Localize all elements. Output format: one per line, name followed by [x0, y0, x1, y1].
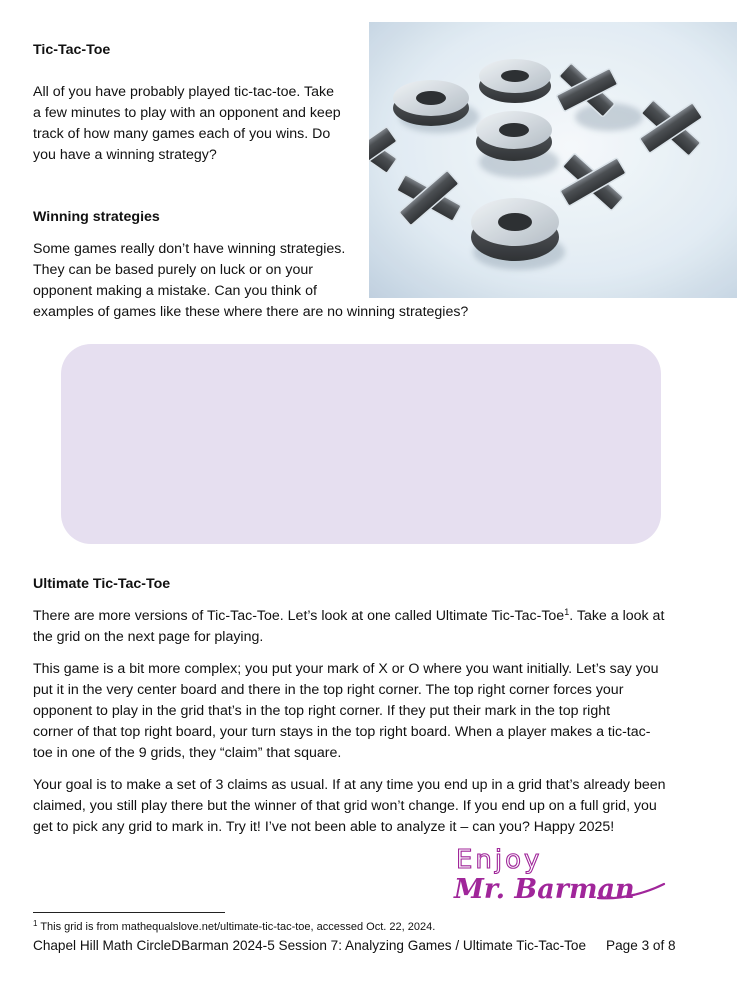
- text-line: opponent making a mistake. Can you think of: [33, 283, 317, 299]
- footnote-divider: [33, 912, 225, 913]
- page-number: Page 3 of 8: [606, 938, 676, 953]
- text-line: examples of games like these where there are no winning strategies?: [33, 304, 469, 320]
- signature-line-2: Mr. Barman: [454, 874, 635, 905]
- text-line: claimed, you still play there but the winner of that grid won’t change. If you end up on a full grid, you: [33, 798, 657, 814]
- footnote: [33, 920, 435, 935]
- text-span: . Take a look at: [569, 608, 665, 624]
- ultimate-paragraph-2: [33, 659, 659, 764]
- text-line: a few minutes to play with an opponent and keep: [33, 105, 341, 121]
- footer-title: Chapel Hill Math CircleDBarman 2024-5 Session 7: Analyzing Games / Ultimate Tic-Tac-Toe: [33, 938, 587, 953]
- strategies-paragraph: [33, 239, 468, 323]
- answer-box[interactable]: [61, 344, 661, 544]
- text-line: They can be based purely on luck or on your: [33, 262, 313, 278]
- handwritten-signature: [448, 842, 678, 910]
- page-footer: [33, 936, 676, 956]
- footnote-number: 1: [33, 919, 38, 928]
- text-line: toe in one of the 9 grids, they “claim” that square.: [33, 745, 342, 761]
- text-line: Some games really don’t have winning strategies.: [33, 241, 346, 257]
- section-heading-tic-tac-toe: Tic-Tac-Toe: [33, 42, 111, 58]
- ultimate-paragraph-3: [33, 775, 666, 838]
- footnote-text: This grid is from mathequalslove.net/ultimate-tic-tac-toe, accessed Oct. 22, 2024.: [40, 921, 436, 933]
- text-line: This game is a bit more complex; you put your mark of X or O where you want initially. Let’s say you: [33, 661, 659, 677]
- text-line: put it in the very center board and there in the top right corner. The top right corner forces your: [33, 682, 624, 698]
- section-heading-winning-strategies: Winning strategies: [33, 209, 160, 225]
- text-line: [33, 606, 664, 627]
- text-line: the grid on the next page for playing.: [33, 629, 264, 645]
- ultimate-paragraph-1: [33, 606, 664, 648]
- text-line: Your goal is to make a set of 3 claims as usual. If at any time you end up in a grid that’s already been: [33, 777, 666, 793]
- text-line: corner of that top right board, your turn stays in the top right board. When a player makes a tic-tac-: [33, 724, 651, 740]
- text-line: opponent to play in the grid that’s in the top right corner. If they put their mark in the top right: [33, 703, 611, 719]
- text-line: you have a winning strategy?: [33, 147, 217, 163]
- footnote-ref: 1: [564, 607, 570, 617]
- text-span: There are more versions of Tic-Tac-Toe. Let’s look at one called Ultimate Tic-Tac-Toe: [33, 608, 565, 624]
- section-heading-ultimate: Ultimate Tic-Tac-Toe: [33, 576, 171, 592]
- signature-line-1: Enjoy: [456, 845, 543, 875]
- intro-paragraph: [33, 82, 341, 166]
- text-line: All of you have probably played tic-tac-toe. Take: [33, 84, 334, 100]
- text-line: get to pick any grid to mark in. Try it! I’ve not been able to analyze it – can you? Happy 2025!: [33, 819, 615, 835]
- text-line: track of how many games each of you wins. Do: [33, 126, 331, 142]
